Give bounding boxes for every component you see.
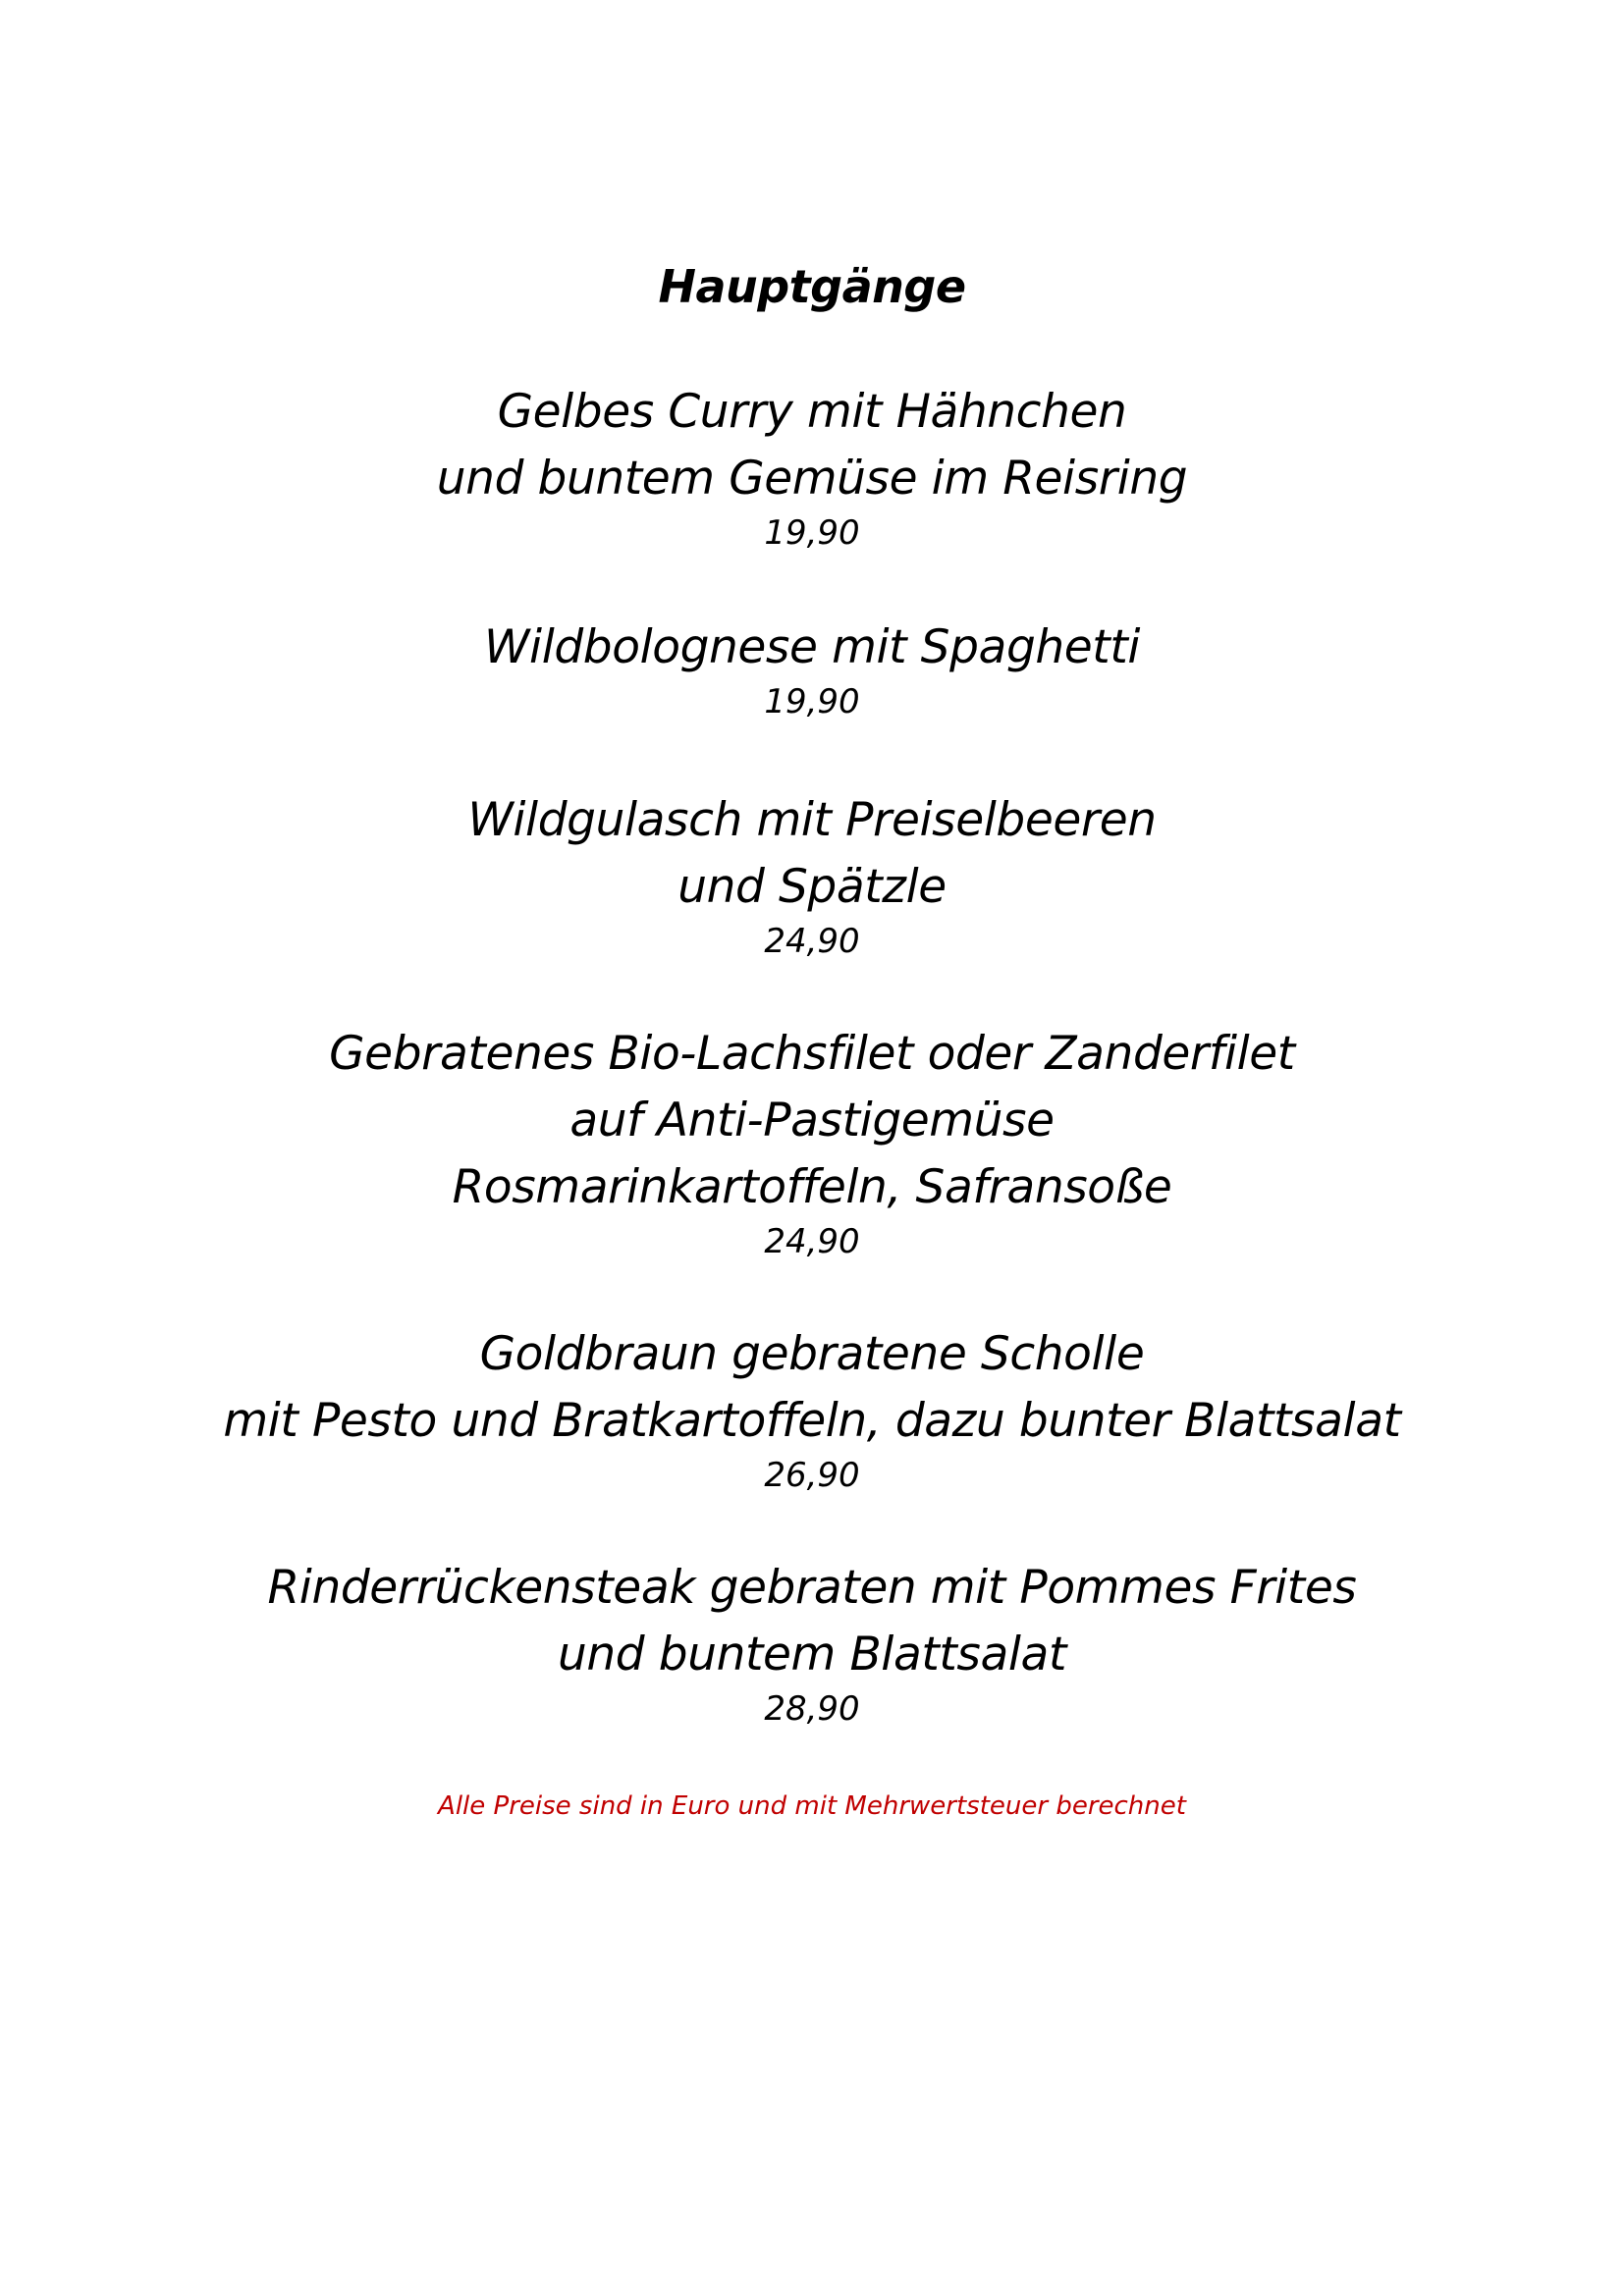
dish-price: 24,90 (764, 1222, 860, 1261)
dish-item (0, 1555, 1624, 1734)
dish-name-line: und Spätzle (677, 860, 947, 914)
dish-price: 28,90 (764, 1689, 860, 1729)
dish-item (0, 614, 1624, 726)
dish-name-line: Gebratenes Bio-Lachsfilet oder Zanderfilet (329, 1027, 1295, 1081)
dish-name-line: mit Pesto und Bratkartoffeln, dazu bunter Blattsalat (223, 1394, 1401, 1448)
dish-name-line: und buntem Gemüse im Reisring (436, 452, 1188, 506)
dish-price: 19,90 (764, 682, 860, 721)
dish-name-line: Goldbraun gebratene Scholle (479, 1327, 1145, 1381)
dish-item (0, 379, 1624, 558)
price-note: Alle Preise sind in Euro und mit Mehrwertsteuer berechnet (438, 1791, 1186, 1821)
dish-price: 19,90 (764, 513, 860, 553)
dish-name-line: Rosmarinkartoffeln, Safransoße (452, 1160, 1172, 1214)
dish-name-line: Wildgulasch mit Preiselbeeren (467, 793, 1157, 847)
dish-name-line: Rinderrückensteak gebraten mit Pommes Frites (267, 1561, 1357, 1615)
dish-item (0, 1021, 1624, 1266)
dish-name-line: Wildbolognese mit Spaghetti (483, 620, 1141, 674)
dish-item (0, 1321, 1624, 1500)
dish-name-line: Gelbes Curry mit Hähnchen (497, 385, 1127, 439)
dish-price: 26,90 (764, 1456, 860, 1495)
dish-price: 24,90 (764, 922, 860, 961)
dish-item (0, 787, 1624, 966)
dish-name-line: und buntem Blattsalat (558, 1628, 1066, 1682)
dish-name-line: auf Anti-Pastigemüse (569, 1094, 1055, 1148)
menu-heading: Hauptgänge (658, 260, 966, 313)
